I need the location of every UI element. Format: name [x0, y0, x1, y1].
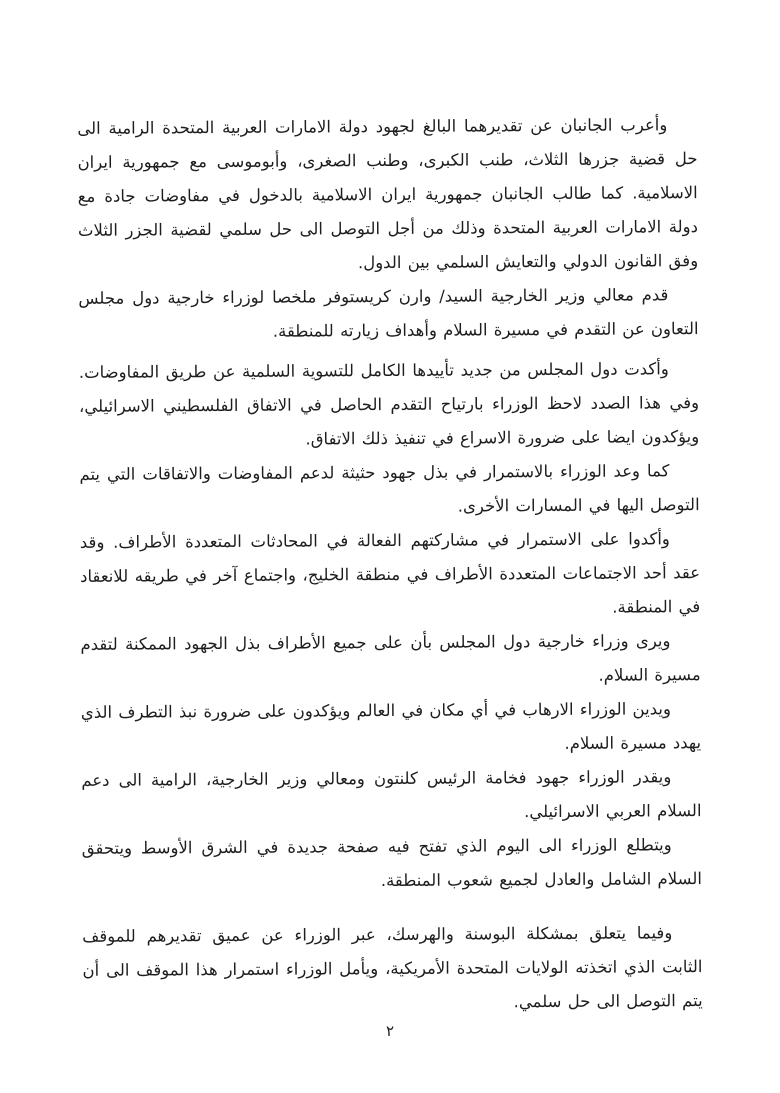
paragraph-bosnia-herzegovina: وفيما يتعلق بمشكلة البوسنة والهرسك، عبر الوزراء عن عميق تقديرهم للموقف الثابت الذي اتخذته الولايات المتحدة الأمريكية، ويأمل الوزراء استمرار هذا الموقف الى أن يتم التوصل الى حل سلمي.: [82, 923, 703, 1012]
paragraph-uae-islands: وأعرب الجانبان عن تقديرهما البالغ لجهود دولة الامارات العربية المتحدة الرامية الى حل قضية جزرها الثلاث، طنب الكبرى، وطنب الصغرى، وأبوموسى مع جمهورية ايران الاسلامية. كما طالب الجانبان جمهورية ايران الاسلامية بالدخول في مفاوضات جادة مع دولة الامارات العربية المتحدة وذلك من أجل التوصل الى حل سلمي لقضية الجزر الثلاث وفق القانون الدولي والتعايش السلمي بين الدول.: [77, 115, 699, 273]
paragraph-multilateral-talks: وأكدوا على الاستمرار في مشاركتهم الفعالة في المحادثات المتعددة الأطراف. وقد عقد أحد الاجتماعات المتعددة الأطراف في منطقة الخليج، واجتماع آخر في طريقه للانعقاد في المنطقة.: [79, 529, 701, 617]
paragraph-peaceful-settlement: وأكدت دول المجلس من جديد تأييدها الكامل للتسوية السلمية عن طريق المفاوضات. وفي هذا الصدد لاحظ الوزراء بارتياح التقدم الحاصل في الاتفاق الفلسطيني الاسرائيلي، ويؤكدون ايضا على ضرورة الاسراع في تنفيذ ذلك الاتفاق.: [78, 359, 700, 449]
page-number: ٢: [385, 1022, 395, 1040]
paragraph-all-parties-efforts: ويرى وزراء خارجية دول المجلس بأن على جميع الأطراف بذل الجهود الممكنة لتقدم مسيرة السلام.: [80, 631, 701, 685]
paragraph-clinton-efforts: ويقدر الوزراء جهود فخامة الرئيس كلنتون ومعالي وزير الخارجية، الرامية الى دعم السلام العربي الاسرائيلي.: [81, 767, 702, 822]
paragraph-christopher-brief: قدم معالي وزير الخارجية السيد/ وارن كريستوفر ملخصا لوزراء خارجية دول مجلس التعاون عن التقدم في مسيرة السلام وأهداف زيارته للمنطقة.: [78, 285, 699, 341]
paragraph-condemn-terrorism: ويدين الوزراء الارهاب في أي مكان في العالم ويؤكدون على ضرورة نبذ التطرف الذي يهدد مسيرة السلام.: [80, 699, 702, 753]
document-body-text: [77, 108, 703, 1022]
paragraph-support-negotiations: كما وعد الوزراء بالاستمرار في بذل جهود حثيثة لدعم المفاوضات والاتفاقات التي يتم التوصل اليها في المسارات الأخرى.: [79, 461, 700, 516]
paragraph-new-page-middle-east: ويتطلع الوزراء الى اليوم الذي تفتح فيه صفحة جديدة في الشرق الأوسط ويتحقق السلام الشامل والعادل لجميع شعوب المنطقة.: [81, 835, 702, 891]
